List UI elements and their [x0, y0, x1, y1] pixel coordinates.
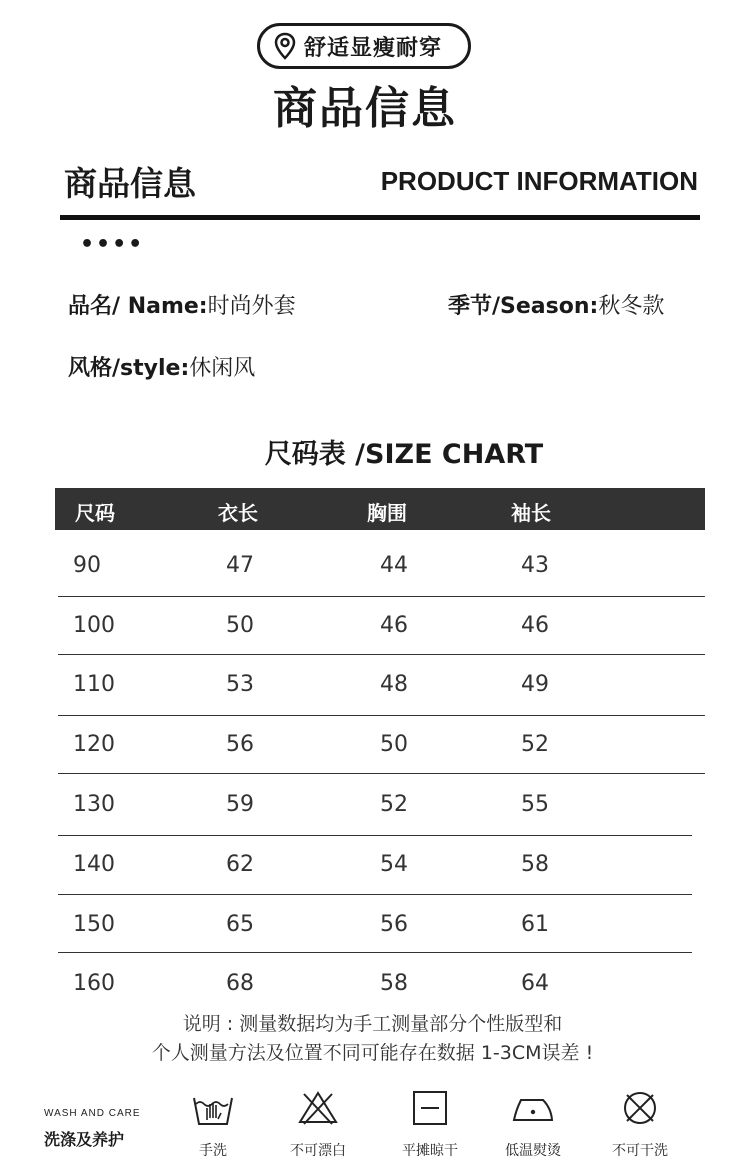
section-divider: [60, 215, 700, 220]
section-title-en: PRODUCT INFORMATION: [380, 166, 698, 196]
care-label: 不可干洗: [612, 1143, 668, 1159]
note-line-2: 个人测量方法及位置不同可能存在数据 1-3CM误差 !: [151, 1042, 594, 1064]
cell-sleeve: 58: [521, 852, 549, 877]
hand-wash-icon: [191, 1088, 235, 1128]
badge-text: 舒适显瘦耐穿: [304, 35, 443, 61]
row-divider: [58, 894, 692, 895]
cell-chest: 52: [380, 792, 408, 817]
cell-length: 53: [226, 672, 254, 697]
row-divider: [58, 835, 692, 836]
style-value: 休闲风: [189, 356, 256, 381]
name-label: 品名/ Name:: [68, 294, 208, 319]
care-hand-wash: [190, 1088, 236, 1160]
cell-chest: 46: [380, 613, 408, 638]
header-sleeve: 袖长: [511, 501, 551, 525]
care-title-en: WASH AND CARE: [44, 1108, 141, 1119]
name-value: 时尚外套: [207, 294, 296, 319]
size-chart-title: 尺码表 /SIZE CHART: [264, 439, 544, 470]
info-name: [68, 289, 296, 320]
cell-size: 90: [73, 553, 101, 578]
cell-size: 110: [73, 672, 115, 697]
location-pin-icon: [274, 32, 296, 60]
cell-length: 68: [226, 971, 254, 996]
care-low-iron: [502, 1088, 564, 1160]
cell-length: 59: [226, 792, 254, 817]
dry-flat-icon: [408, 1088, 452, 1128]
row-divider: [58, 952, 692, 953]
cell-chest: 44: [380, 553, 408, 578]
header-chest: 胸围: [367, 501, 407, 525]
care-dry-flat: [400, 1088, 460, 1160]
cell-length: 65: [226, 912, 254, 937]
feature-badge: [257, 23, 471, 69]
season-value: 秋冬款: [598, 294, 665, 319]
cell-size: 100: [73, 613, 115, 638]
care-label: 手洗: [199, 1143, 227, 1159]
style-label: 风格/style:: [68, 356, 190, 381]
page-title: 商品信息: [273, 83, 457, 134]
care-label: 低温熨烫: [505, 1143, 561, 1159]
cell-sleeve: 43: [521, 553, 549, 578]
info-style: [68, 351, 255, 382]
cell-chest: 54: [380, 852, 408, 877]
header-size: 尺码: [75, 501, 115, 525]
cell-chest: 50: [380, 732, 408, 757]
care-no-bleach: [288, 1088, 348, 1160]
cell-size: 150: [73, 912, 115, 937]
header-length: 衣长: [218, 501, 258, 525]
cell-sleeve: 55: [521, 792, 549, 817]
cell-length: 56: [226, 732, 254, 757]
note-line-1: 说明 : 测量数据均为手工测量部分个性版型和: [182, 1013, 563, 1035]
season-label: 季节/Season:: [448, 294, 599, 319]
section-title-cn: 商品信息: [64, 164, 196, 203]
care-label: 平摊晾干: [402, 1143, 458, 1159]
row-divider: [58, 654, 705, 655]
cell-chest: 48: [380, 672, 408, 697]
care-label: 不可漂白: [290, 1143, 346, 1159]
care-title-cn: 洗涤及养护: [44, 1130, 125, 1149]
size-table-header: [55, 488, 705, 530]
cell-length: 62: [226, 852, 254, 877]
cell-size: 130: [73, 792, 115, 817]
cell-sleeve: 49: [521, 672, 549, 697]
info-season: [448, 289, 664, 320]
cell-chest: 56: [380, 912, 408, 937]
cell-size: 160: [73, 971, 115, 996]
row-divider: [58, 715, 705, 716]
cell-size: 140: [73, 852, 115, 877]
cell-sleeve: 61: [521, 912, 549, 937]
cell-length: 47: [226, 553, 254, 578]
cell-size: 120: [73, 732, 115, 757]
low-iron-icon: [511, 1088, 555, 1128]
no-dry-clean-icon: [618, 1088, 662, 1128]
no-bleach-icon: [296, 1088, 340, 1128]
row-divider: [58, 596, 705, 597]
cell-sleeve: 46: [521, 613, 549, 638]
decorative-dots: ••••: [80, 232, 145, 257]
cell-sleeve: 52: [521, 732, 549, 757]
row-divider: [58, 773, 705, 774]
cell-chest: 58: [380, 971, 408, 996]
cell-sleeve: 64: [521, 971, 549, 996]
care-no-dry-clean: [610, 1088, 670, 1160]
cell-length: 50: [226, 613, 254, 638]
